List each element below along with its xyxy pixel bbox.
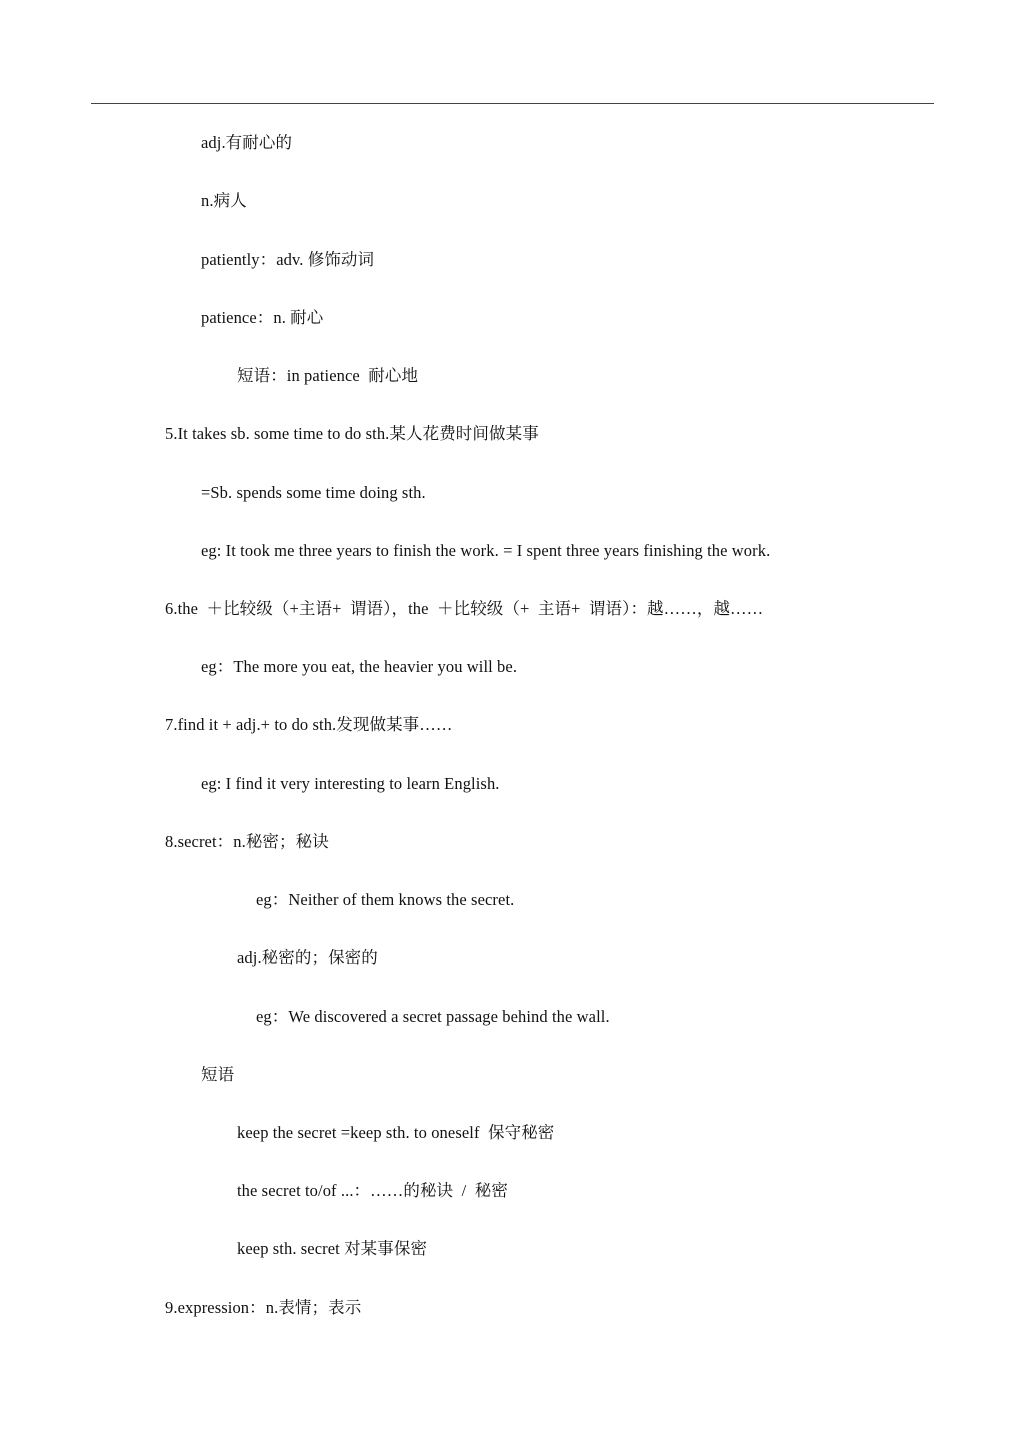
- line-noun-patient: n.病人: [201, 191, 247, 210]
- item-6-heading: 6.the ＋比较级（+主语+ 谓语），the ＋比较级（+ 主语+ 谓语）：越……，越……: [165, 599, 764, 618]
- line-phrase-secret-to: the secret to/of ...：……的秘诀 / 秘密: [237, 1181, 508, 1200]
- header-rule: [91, 103, 934, 104]
- line-patiently: patiently：adv. 修饰动词: [201, 250, 375, 269]
- line-example-neither: eg：Neither of them knows the secret.: [256, 890, 515, 909]
- line-patience: patience：n. 耐心: [201, 308, 324, 327]
- item-5-heading: 5.It takes sb. some time to do sth.某人花费时间做某事: [165, 424, 539, 443]
- item-8-heading: 8.secret：n.秘密；秘诀: [165, 832, 329, 851]
- line-example-find: eg: I find it very interesting to learn English.: [201, 774, 500, 793]
- item-7-heading: 7.find it + adj.+ to do sth.发现做某事……: [165, 715, 453, 734]
- line-phrases-heading: 短语: [201, 1065, 235, 1084]
- line-phrase-in-patience: 短语：in patience 耐心地: [237, 366, 419, 385]
- line-example-took: eg: It took me three years to finish the work. = I spent three years finishing the work.: [201, 541, 771, 560]
- line-adj-secret: adj.秘密的；保密的: [237, 948, 378, 967]
- line-adj-patient: adj.有耐心的: [201, 133, 293, 152]
- line-spends-equivalent: =Sb. spends some time doing sth.: [201, 483, 426, 502]
- line-example-more: eg：The more you eat, the heavier you will be.: [201, 657, 518, 676]
- line-phrase-keep-secret: keep the secret =keep sth. to oneself 保守秘密: [237, 1123, 555, 1142]
- line-example-passage: eg：We discovered a secret passage behind the wall.: [256, 1007, 610, 1026]
- line-phrase-keep-sth-secret: keep sth. secret 对某事保密: [237, 1239, 428, 1258]
- item-9-heading: 9.expression：n.表情；表示: [165, 1298, 362, 1317]
